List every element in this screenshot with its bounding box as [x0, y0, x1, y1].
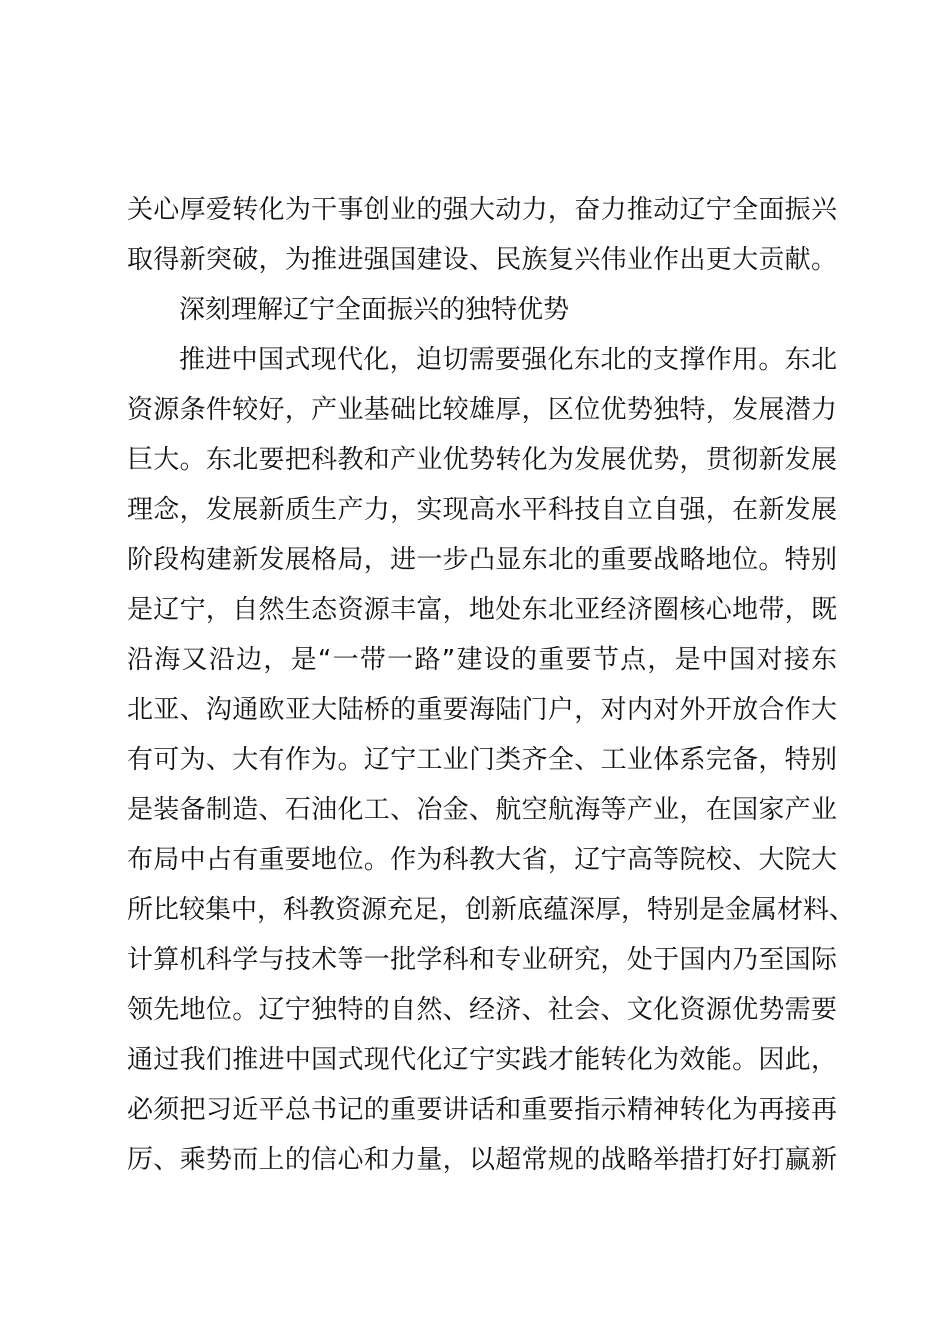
text-line: 计算机科学与技术等一批学科和专业研究，处于国内乃至国际	[127, 945, 837, 975]
text-line: 北亚、沟通欧亚大陆桥的重要海陆门户，对内对外开放合作大	[127, 695, 837, 725]
text-line: 是辽宁，自然生态资源丰富，地处东北亚经济圈核心地带，既	[127, 595, 837, 625]
text-line: 有可为、大有作为。辽宁工业门类齐全、工业体系完备，特别	[127, 745, 837, 775]
text-line: 布局中占有重要地位。作为科教大省，辽宁高等院校、大院大	[127, 845, 837, 875]
body-text	[127, 185, 856, 1185]
text-line: 领先地位。辽宁独特的自然、经济、社会、文化资源优势需要	[127, 995, 837, 1025]
section-heading: 深刻理解辽宁全面振兴的独特优势	[179, 295, 570, 325]
text-line: 厉、乘势而上的信心和力量，以超常规的战略举措打好打赢新	[127, 1145, 837, 1175]
text-line: 资源条件较好，产业基础比较雄厚，区位优势独特，发展潜力	[127, 395, 837, 425]
text-line: 阶段构建新发展格局，进一步凸显东北的重要战略地位。特别	[127, 545, 837, 575]
text-line: 理念，发展新质生产力，实现高水平科技自立自强，在新发展	[127, 495, 837, 525]
text-line: 巨大。东北要把科教和产业优势转化为发展优势，贯彻新发展	[127, 445, 837, 475]
text-line: 所比较集中，科教资源充足，创新底蕴深厚，特别是金属材料、	[127, 895, 856, 925]
text-line: 取得新突破，为推进强国建设、民族复兴伟业作出更大贡献。	[127, 245, 837, 275]
text-line: 通过我们推进中国式现代化辽宁实践才能转化为效能。因此，	[127, 1045, 837, 1075]
text-line: 必须把习近平总书记的重要讲话和重要指示精神转化为再接再	[127, 1095, 837, 1125]
text-line: 推进中国式现代化，迫切需要强化东北的支撑作用。东北	[179, 345, 837, 375]
text-line: 是装备制造、石油化工、冶金、航空航海等产业，在国家产业	[127, 795, 837, 825]
text-line: 关心厚爱转化为干事创业的强大动力，奋力推动辽宁全面振兴	[127, 195, 837, 225]
text-line: 沿海又沿边，是“一带一路”建设的重要节点，是中国对接东	[127, 645, 837, 675]
